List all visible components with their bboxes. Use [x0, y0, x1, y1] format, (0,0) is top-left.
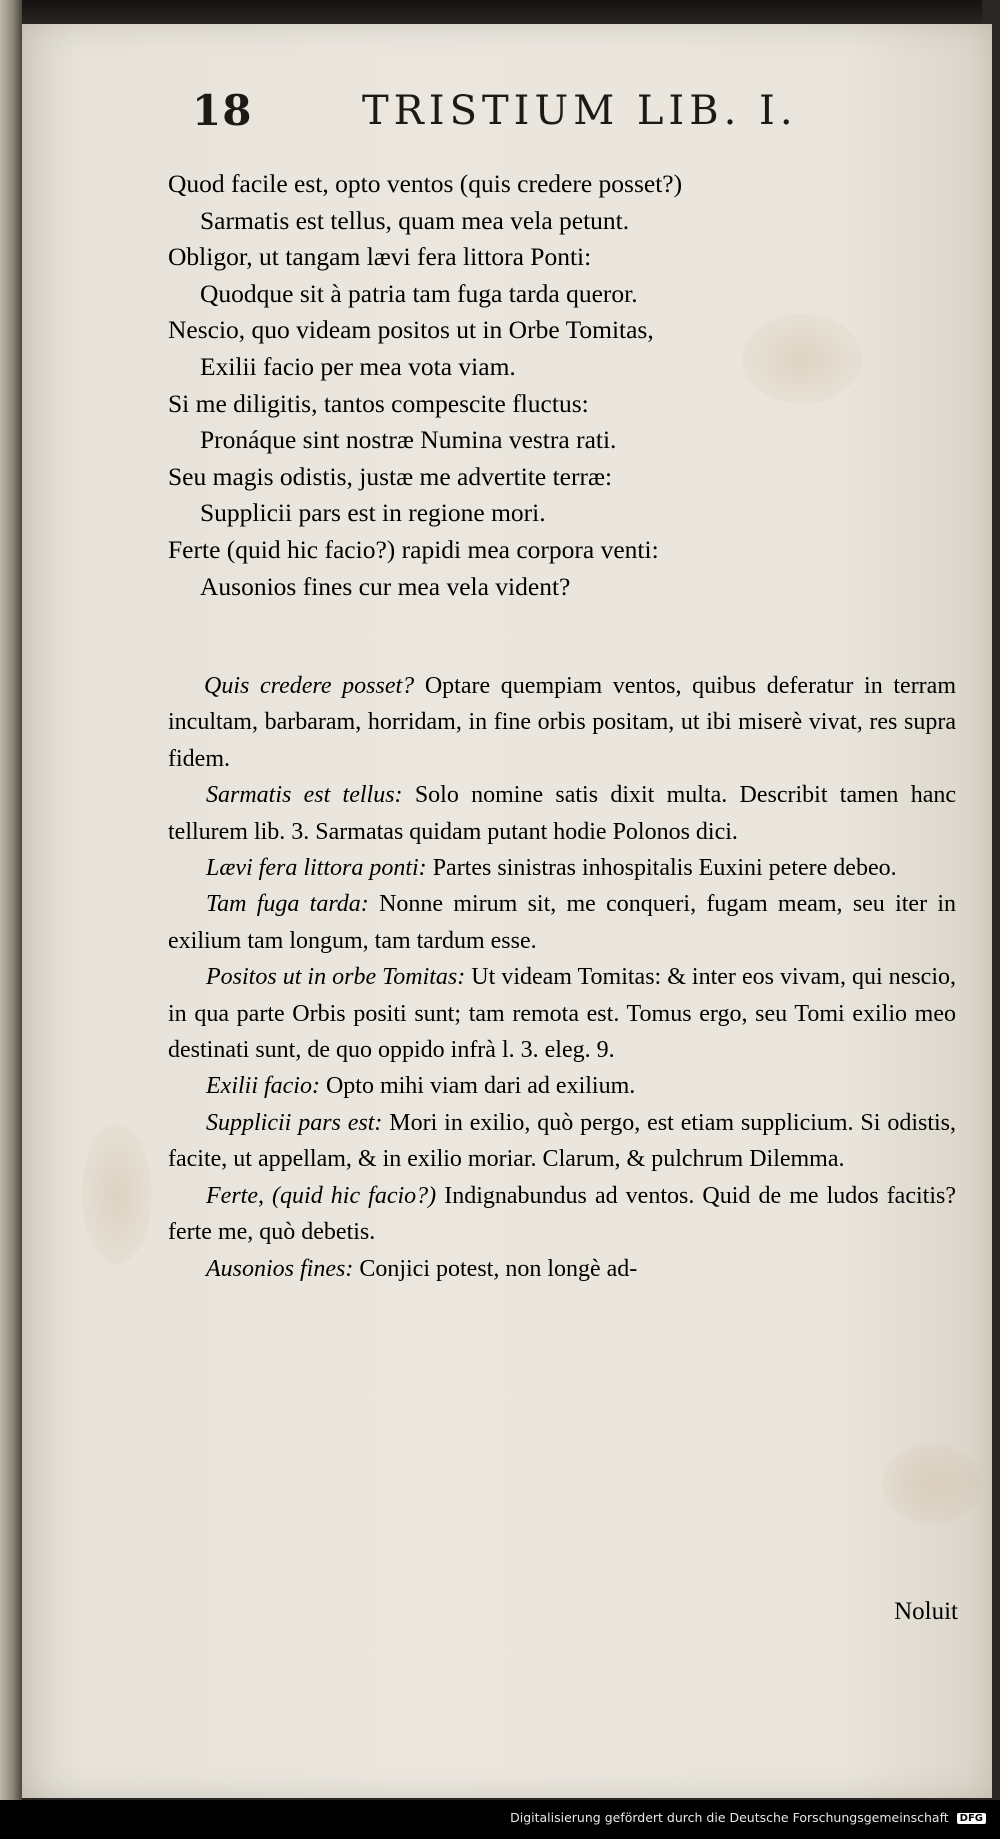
- verse-line: Sarmatis est tellus, quam mea vela petunt.: [200, 205, 630, 235]
- note-text: Mori in exilio, quò pergo, est etiam supplicium. Si odistis, facite, ut appellam, & in exilio moriar. Clarum, & pulchrum Dilemma.: [168, 1109, 956, 1173]
- note-lemma: Quis credere posset?: [204, 673, 415, 699]
- note-text: Solo nomine satis dixit multa. Describit tamen hanc tellurem lib. 3. Sarmatas quidam putant hodie Polonos dici.: [168, 782, 956, 845]
- dfg-logo-icon: DFG: [957, 1813, 986, 1824]
- note-text: Ut videam Tomitas: & inter eos vivam, qui nescio, in qua parte Orbis positi sunt; tam remota est. Tomus ergo, seu Tomi exilio meo destinati sunt, de quo oppido infrà l. 3. eleg. 9.: [168, 964, 956, 1064]
- verse-line: Ausonios fines cur mea vela vident?: [200, 571, 571, 601]
- verse-line: Quod facile est, opto ventos (quis credere posset?): [168, 169, 683, 198]
- catchword: Noluit: [894, 1598, 958, 1625]
- book-binding-edge: [0, 0, 22, 1839]
- commentary-note: [168, 850, 956, 886]
- commentary-notes: [168, 668, 956, 1287]
- commentary-note: [168, 1251, 956, 1287]
- note-lemma: Ausonios fines:: [206, 1255, 354, 1282]
- commentary-note: [168, 959, 956, 1068]
- paper-stain: [882, 1444, 982, 1524]
- funding-credit: [510, 1810, 986, 1825]
- note-lemma: Tam fuga tarda:: [206, 891, 369, 918]
- note-text: Conjici potest, non longè ad-: [353, 1255, 638, 1282]
- funding-credit-text: Digitalisierung gefördert durch die Deutsche Forschungsgemeinschaft: [510, 1810, 949, 1825]
- verse-line: Supplicii pars est in regione mori.: [200, 498, 546, 528]
- page-header: [182, 86, 942, 146]
- commentary-note: [168, 668, 956, 777]
- book-top-edge: [22, 0, 982, 26]
- commentary-note: [168, 1068, 956, 1104]
- running-head: TRISTIUM LIB. I.: [362, 88, 798, 134]
- verse-line: Si me diligitis, tantos compescite fluctus:: [168, 388, 589, 418]
- note-lemma: Ferte, (quid hic facio?): [206, 1182, 437, 1209]
- note-lemma: Lævi fera littora ponti:: [206, 855, 427, 882]
- verse-line: Quodque sit à patria tam fuga tarda queror.: [200, 278, 638, 308]
- note-lemma: Sarmatis est tellus:: [206, 782, 403, 809]
- verse-line: Exilii facio per mea vota viam.: [200, 351, 516, 381]
- note-text: Partes sinistras inhospitalis Euxini petere debeo.: [426, 855, 897, 882]
- footer-bar: [0, 1800, 1000, 1839]
- poem-verses: [168, 166, 948, 605]
- verse-line: Ferte (quid hic facio?) rapidi mea corpora venti:: [168, 534, 659, 564]
- commentary-note: [168, 777, 956, 850]
- verse-line: Seu magis odistis, justæ me advertite terræ:: [168, 461, 613, 491]
- commentary-note: [168, 886, 956, 959]
- verse-line: Obligor, ut tangam lævi fera littora Ponti:: [168, 242, 592, 272]
- note-lemma: Exilii facio:: [206, 1073, 320, 1100]
- note-text: Indignabundus ad ventos. Quid de me ludos facitis? ferte me, quò debetis.: [168, 1182, 956, 1246]
- note-text: Nonne mirum sit, me conqueri, fugam meam, seu iter in exilium tam longum, tam tardum esse.: [168, 891, 956, 954]
- note-lemma: Supplicii pars est:: [206, 1109, 383, 1136]
- commentary-note: [168, 1105, 956, 1178]
- note-text: Opto mihi viam dari ad exilium.: [319, 1073, 636, 1100]
- note-text: Optare quempiam ventos, quibus deferatur in terram incultam, barbaram, horridam, in fine orbis positam, ut ibi miserè vivat, res supra fidem.: [168, 673, 956, 772]
- page-number: 18: [192, 86, 253, 135]
- paper-stain: [82, 1124, 152, 1264]
- verse-line: Pronáque sint nostræ Numina vestra rati.: [200, 425, 617, 455]
- verse-line: Nescio, quo videam positos ut in Orbe Tomitas,: [168, 315, 654, 345]
- commentary-note: [168, 1178, 956, 1251]
- note-lemma: Positos ut in orbe Tomitas:: [206, 964, 466, 991]
